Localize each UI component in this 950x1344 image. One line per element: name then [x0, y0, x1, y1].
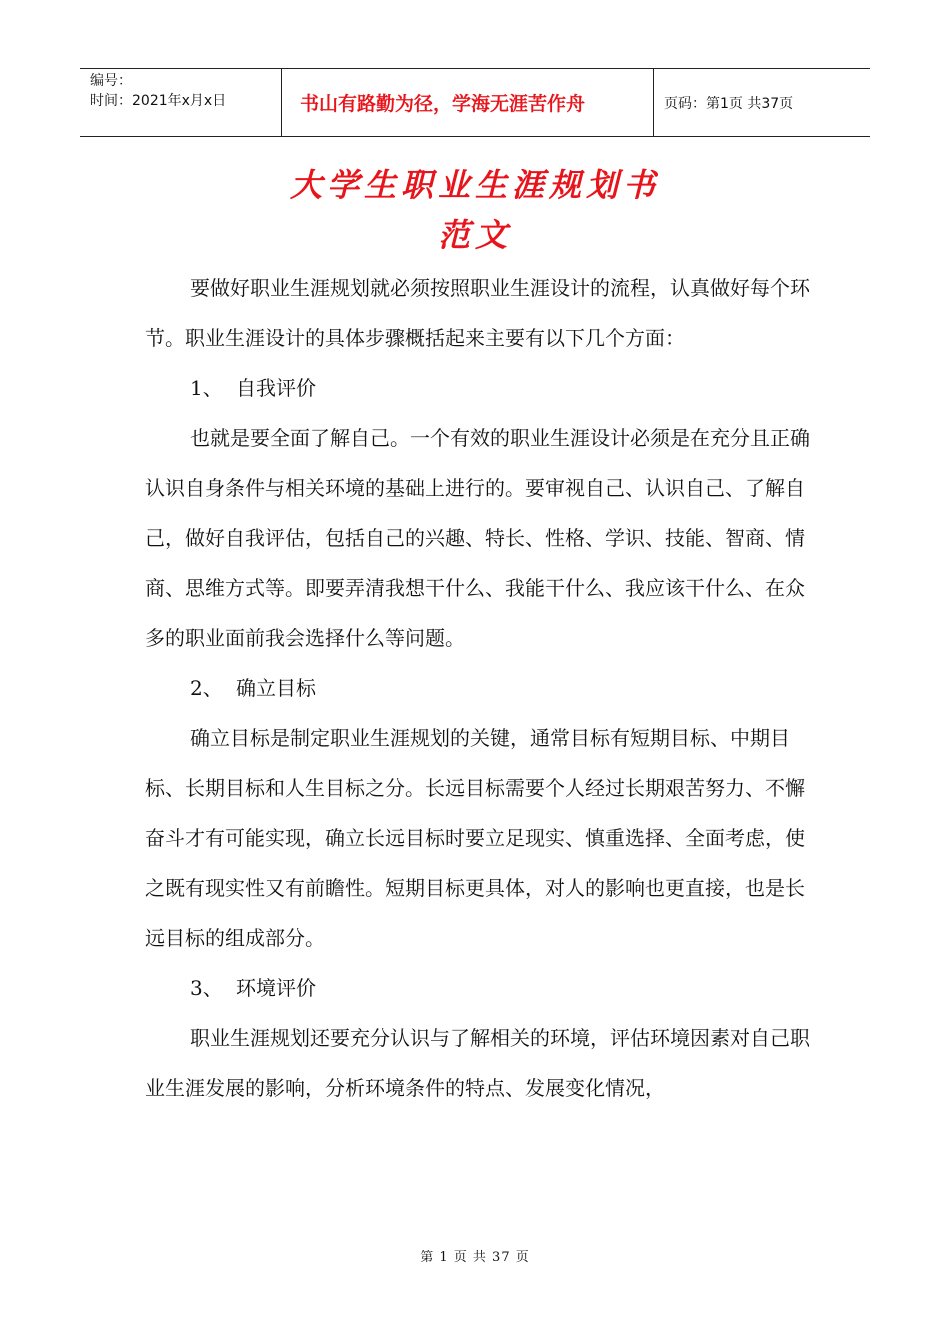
document-number-label: 编号：	[90, 73, 132, 89]
section-paragraph-3: 职业生涯规划还要充分认识与了解相关的环境，评估环境因素对自己职业生涯发展的影响，分析环境条件的特点、发展变化情况，	[145, 1026, 810, 1100]
header-table	[80, 68, 870, 137]
header-motto: 书山有路勤为径，学海无涯苦作舟	[300, 93, 586, 115]
section-title: 自我评价	[236, 376, 316, 400]
header-meta-cell	[80, 69, 282, 136]
section-paragraph-2: 确立目标是制定职业生涯规划的关键，通常目标有短期目标、中期目标、长期目标和人生目标之分。长远目标需要个人经过长期艰苦努力、不懈奋斗才有可能实现，确立长远目标时要立足现实、慎重选择、全面考虑，使之既有现实性又有前瞻性。短期目标更具体，对人的影响也更直接，也是长远目标的组成部分。	[145, 726, 805, 950]
section-number: 3、	[190, 976, 223, 1000]
section-heading-1	[145, 363, 820, 413]
section-paragraph-1: 也就是要全面了解自己。一个有效的职业生涯设计必须是在充分且正确认识自身条件与相关环境的基础上进行的。要审视自己、认识自己、了解自己，做好自我评估，包括自己的兴趣、特长、性格、学识、技能、智商、情商、思维方式等。即要弄清我想干什么、我能干什么、我应该干什么、在众多的职业面前我会选择什么等问题。	[145, 426, 810, 650]
section-title: 确立目标	[236, 676, 316, 700]
header-motto-cell	[282, 69, 654, 136]
section-number: 2、	[190, 676, 223, 700]
document-body	[145, 263, 820, 1113]
document-title: 大学生职业生涯规划书	[289, 166, 660, 204]
page-footer: 第 1 页 共 37 页	[420, 1250, 530, 1265]
section-number: 1、	[190, 376, 223, 400]
intro-paragraph: 要做好职业生涯规划就必须按照职业生涯设计的流程，认真做好每个环节。职业生涯设计的具体步骤概括起来主要有以下几个方面：	[145, 276, 810, 350]
header-page-info: 页码：第1页 共37页	[664, 95, 794, 112]
section-heading-3	[145, 963, 820, 1013]
section-title: 环境评价	[236, 976, 316, 1000]
document-time-label: 时间：2021年x月x日	[90, 93, 227, 109]
section-heading-2	[145, 663, 820, 713]
document-subtitle: 范文	[437, 216, 512, 254]
header-page-cell	[654, 69, 870, 136]
